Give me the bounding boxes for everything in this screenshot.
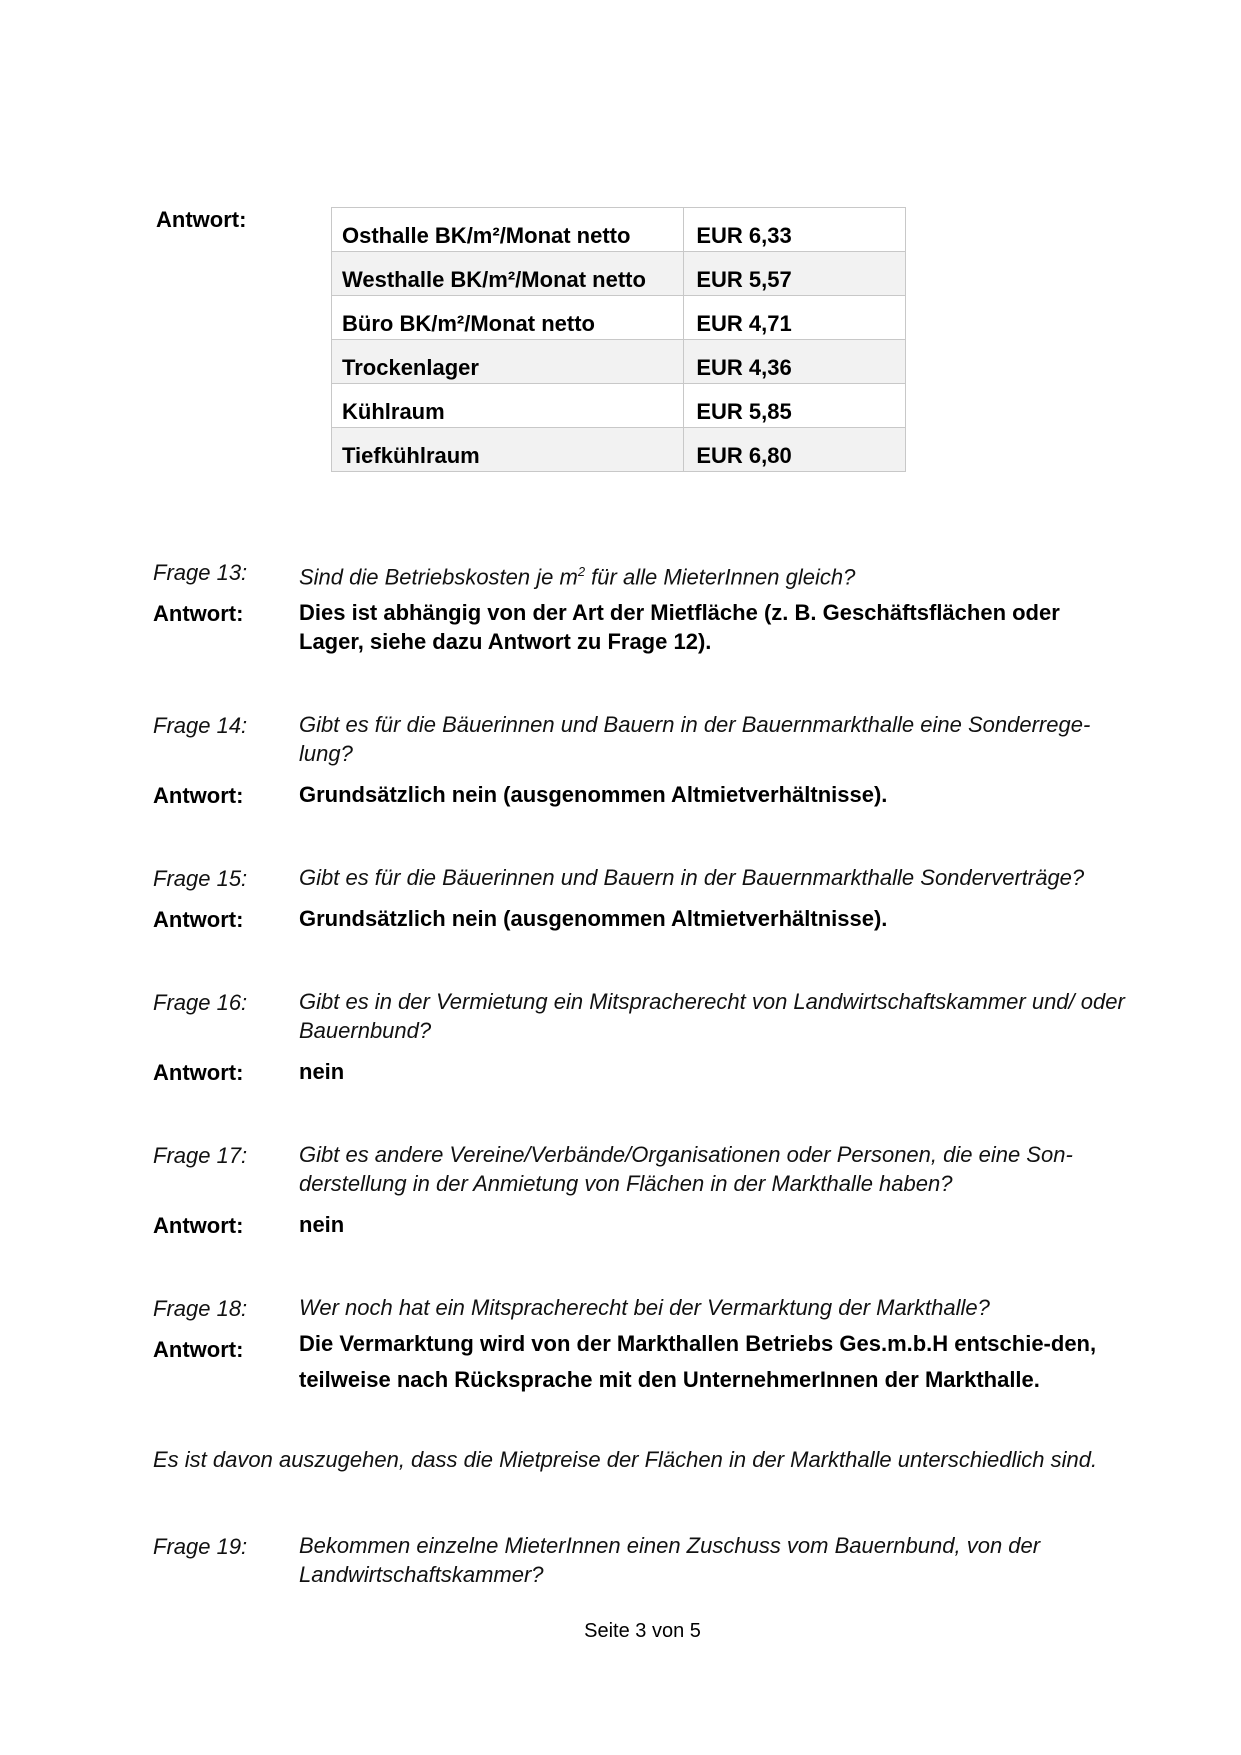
answer-label: Antwort: <box>153 1060 244 1085</box>
answer-text: Grundsätzlich nein (ausgenommen Altmietverhältnisse). <box>299 782 888 807</box>
answer-text: Grundsätzlich nein (ausgenommen Altmietverhältnisse). <box>299 906 888 931</box>
cost-value: EUR 4,36 <box>684 340 906 384</box>
question-text: Gibt es andere Vereine/Verbände/Organisationen oder Personen, die eine Son-derstellung in der Anmietung von Flächen in der Markthalle haben? <box>299 1142 1073 1196</box>
answer-label: Antwort: <box>153 601 244 626</box>
question-text <box>299 557 1129 591</box>
question-text-part: Sind die Betriebskosten je m <box>299 564 578 590</box>
cost-value: EUR 5,85 <box>684 384 906 428</box>
question-text: Gibt es für die Bäuerinnen und Bauern in der Bauernmarkthalle eine Sonderrege-lung? <box>299 712 1091 766</box>
question-text: Wer noch hat ein Mitspracherecht bei der Vermarktung der Markthalle? <box>299 1295 990 1320</box>
cost-item: Trockenlager <box>332 340 684 384</box>
answer-text: Dies ist abhängig von der Art der Mietfläche (z. B. Geschäftsflächen oder Lager, siehe dazu Antwort zu Frage 12). <box>299 600 1060 654</box>
question-label: Frage 17: <box>153 1143 248 1168</box>
question-label: Frage 14: <box>153 713 248 738</box>
table-row <box>332 340 906 384</box>
question-text: Bekommen einzelne MieterInnen einen Zuschuss vom Bauernbund, von der Landwirtschaftskammer? <box>299 1533 1041 1587</box>
table-row <box>332 208 906 252</box>
operating-cost-table <box>331 207 906 472</box>
note-text: Es ist davon auszugehen, dass die Mietpreise der Flächen in der Markthalle unterschiedlich sind. <box>153 1447 1098 1472</box>
cost-item: Osthalle BK/m²/Monat netto <box>332 208 684 252</box>
cost-value: EUR 4,71 <box>684 296 906 340</box>
question-text: Gibt es für die Bäuerinnen und Bauern in der Bauernmarkthalle Sonderverträge? <box>299 865 1085 890</box>
cost-item: Tiefkühlraum <box>332 428 684 472</box>
table-row <box>332 296 906 340</box>
page-footer: Seite 3 von 5 <box>584 1620 701 1642</box>
table-row <box>332 428 906 472</box>
question-label: Frage 16: <box>153 990 248 1015</box>
answer-text: Die Vermarktung wird von der Markthallen Betriebs Ges.m.b.H entschie-den, teilweise nach Rücksprache mit den UnternehmerInnen der Markthalle. <box>299 1331 1097 1392</box>
answer-text: nein <box>299 1212 345 1237</box>
question-label: Frage 15: <box>153 866 248 891</box>
table-row <box>332 252 906 296</box>
answer-label: Antwort: <box>153 1213 244 1238</box>
question-label: Frage 18: <box>153 1296 248 1321</box>
answer-label: Antwort: <box>153 1337 244 1362</box>
answer-label: Antwort: <box>153 907 244 932</box>
question-label: Frage 13: <box>153 560 248 585</box>
answer-label: Antwort: <box>156 207 247 232</box>
cost-item: Westhalle BK/m²/Monat netto <box>332 252 684 296</box>
question-text: Gibt es in der Vermietung ein Mitspracherecht von Landwirtschaftskammer und/ oder Bauernbund? <box>299 989 1125 1043</box>
answer-text: nein <box>299 1059 345 1084</box>
cost-value: EUR 6,33 <box>684 208 906 252</box>
question-label: Frage 19: <box>153 1534 248 1559</box>
cost-item: Kühlraum <box>332 384 684 428</box>
question-text-part: für alle MieterInnen gleich? <box>585 564 856 590</box>
cost-value: EUR 6,80 <box>684 428 906 472</box>
cost-item: Büro BK/m²/Monat netto <box>332 296 684 340</box>
cost-value: EUR 5,57 <box>684 252 906 296</box>
superscript: 2 <box>577 564 586 579</box>
answer-label: Antwort: <box>153 783 244 808</box>
table-row <box>332 384 906 428</box>
